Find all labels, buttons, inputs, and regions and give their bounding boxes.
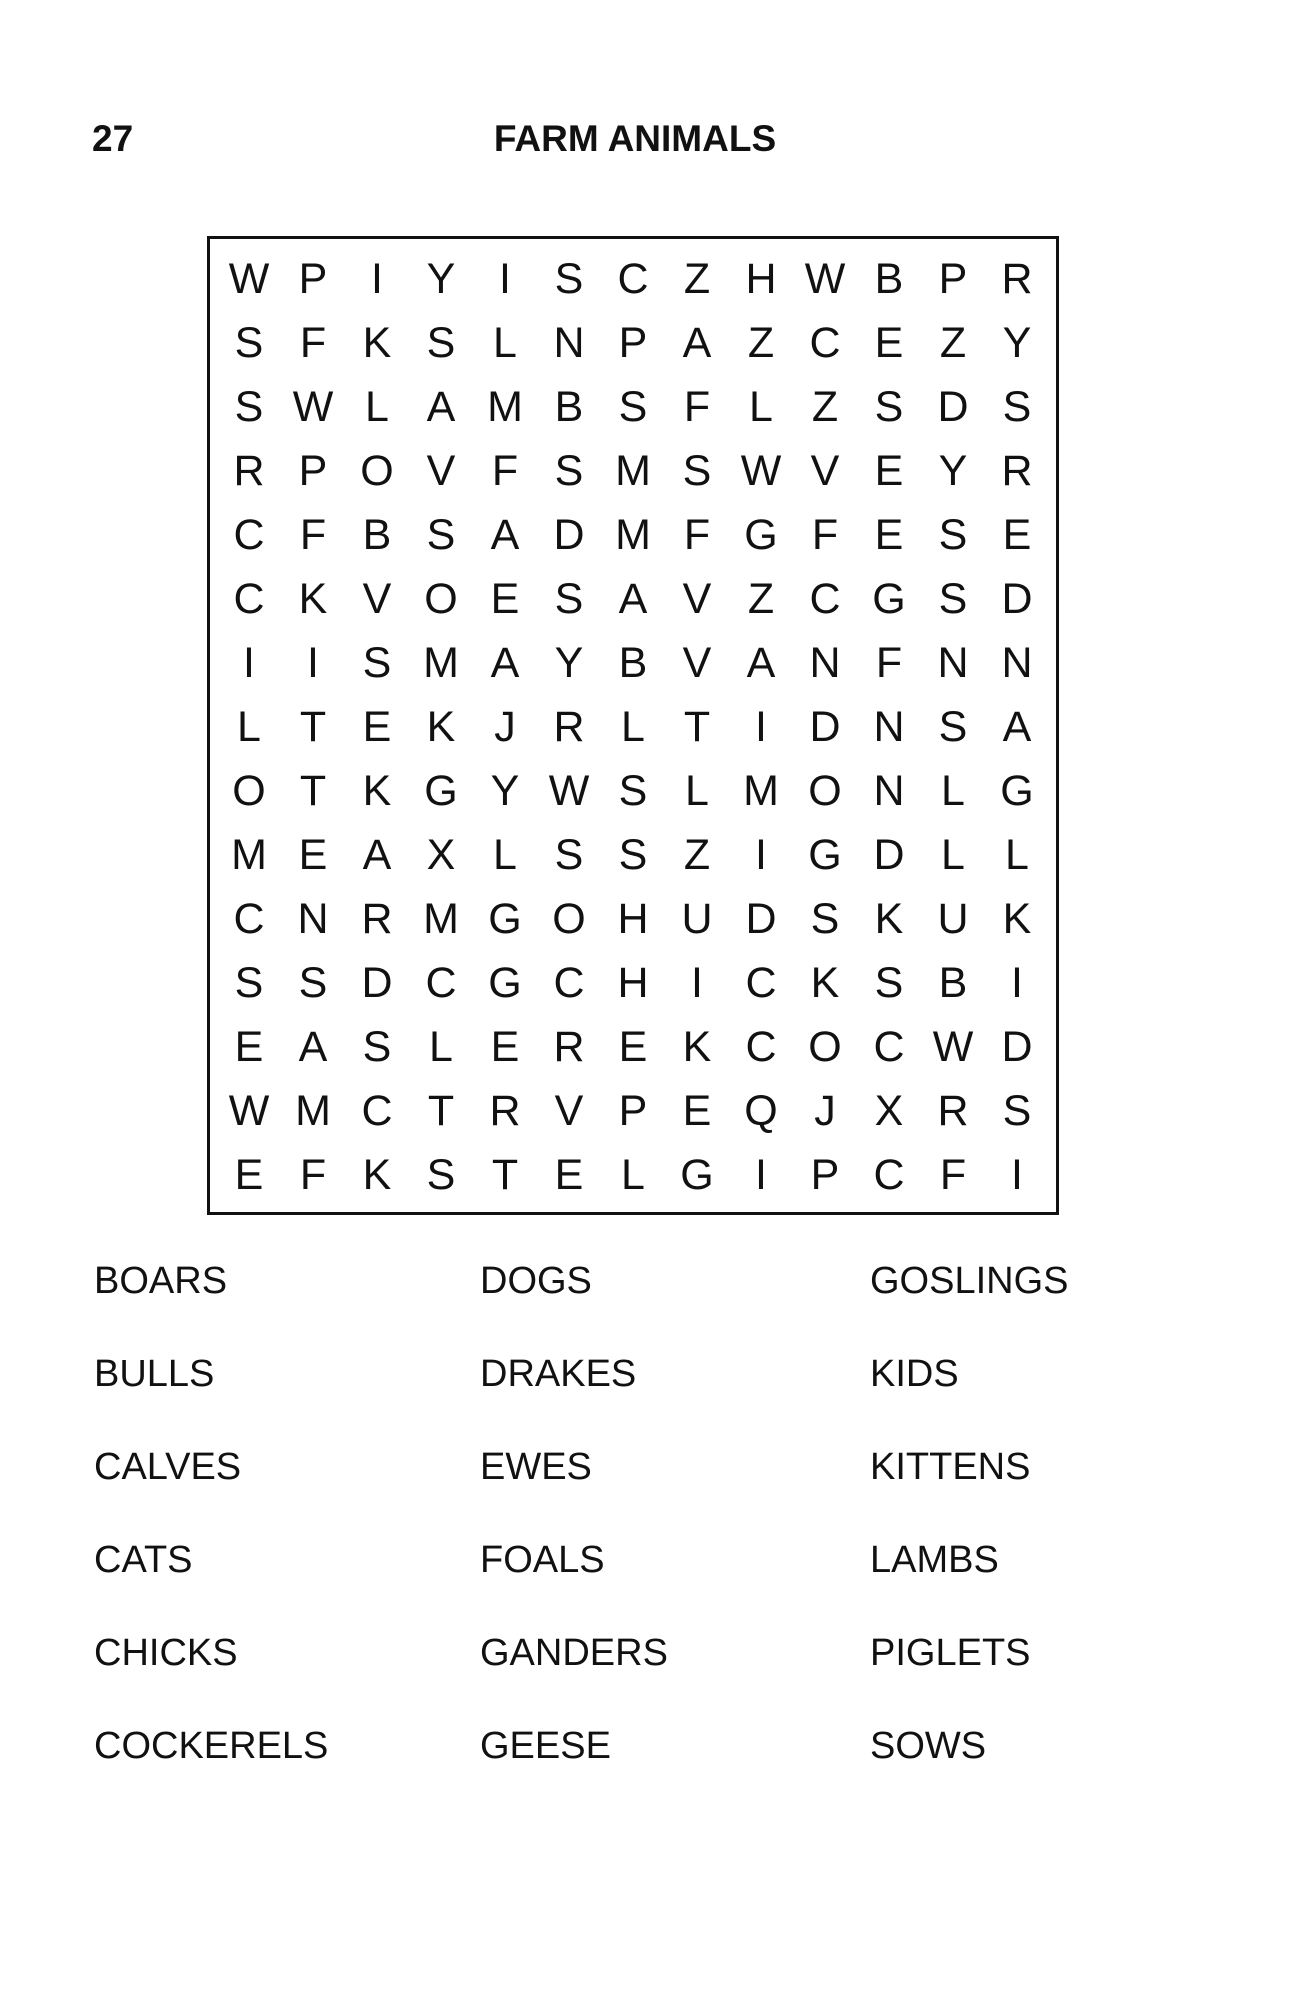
grid-letter[interactable]: O [360,446,394,495]
grid-letter[interactable]: V [810,446,840,495]
grid-letter[interactable]: S [618,382,648,431]
grid-letter[interactable]: M [615,510,651,559]
grid-letter[interactable]: N [297,894,329,943]
grid-letter[interactable]: F [811,510,839,559]
grid-letter[interactable]: M [295,1086,331,1135]
grid-letter[interactable]: Y [554,638,584,687]
grid-letter[interactable]: K [362,1150,392,1199]
word-list-item: BOARS [94,1260,228,1302]
grid-letter[interactable]: R [1001,446,1033,495]
word-list-item: LAMBS [870,1539,999,1581]
grid-letter[interactable]: W [228,254,270,303]
grid-letter[interactable]: R [937,1086,969,1135]
grid-letter[interactable]: D [1001,1022,1033,1071]
grid-letter[interactable]: T [427,1086,455,1135]
grid-letter[interactable]: T [299,702,327,751]
grid-letter[interactable]: F [299,510,327,559]
grid-letter[interactable]: O [808,766,842,815]
grid-letter[interactable]: P [938,254,968,303]
grid-letter[interactable]: S [554,254,584,303]
grid-letter[interactable]: C [873,1022,905,1071]
grid-letter[interactable]: C [233,574,265,623]
puzzle-grid-border [207,236,1059,1215]
grid-letter[interactable]: E [1002,510,1032,559]
grid-letter[interactable]: Y [426,254,456,303]
grid-letter[interactable]: L [749,382,773,431]
grid-letter[interactable]: G [488,958,522,1007]
grid-letter[interactable]: Y [490,766,520,815]
grid-letter[interactable]: N [553,318,585,367]
grid-letter[interactable]: Z [811,382,839,431]
grid-letter[interactable]: F [491,446,519,495]
grid-letter[interactable]: K [426,702,456,751]
word-list-item: COCKERELS [94,1725,329,1767]
grid-letter[interactable]: J [494,702,516,751]
grid-letter[interactable]: I [371,254,383,303]
grid-letter[interactable]: L [685,766,709,815]
grid-letter[interactable]: X [874,1086,904,1135]
grid-letter[interactable]: V [682,638,712,687]
grid-letter[interactable]: K [874,894,904,943]
grid-letter[interactable]: E [874,318,904,367]
grid-letter[interactable]: S [298,958,328,1007]
grid-letter[interactable]: N [1001,638,1033,687]
grid-letter[interactable]: L [237,702,261,751]
grid-letter[interactable]: E [362,702,392,751]
grid-letter[interactable]: C [809,574,841,623]
grid-letter[interactable]: P [618,1086,648,1135]
grid-letter[interactable]: A [490,510,520,559]
grid-letter[interactable]: F [299,318,327,367]
page-number: 27 [92,118,134,159]
grid-letter[interactable]: K [362,766,392,815]
grid-letter[interactable]: S [426,510,456,559]
grid-letter[interactable]: C [809,318,841,367]
grid-letter[interactable]: M [487,382,523,431]
grid-letter[interactable]: Y [1002,318,1032,367]
word-list-item: CHICKS [94,1632,238,1674]
page-title: FARM ANIMALS [493,118,777,159]
grid-letter[interactable]: R [361,894,393,943]
grid-letter[interactable]: M [423,638,459,687]
grid-letter[interactable]: S [362,1022,392,1071]
grid-letter[interactable]: T [491,1150,519,1199]
grid-letter[interactable]: S [554,446,584,495]
grid-letter[interactable]: G [872,574,906,623]
grid-letter[interactable]: S [554,830,584,879]
grid-letter[interactable]: C [617,254,649,303]
grid-letter[interactable]: N [937,638,969,687]
grid-letter[interactable]: F [683,382,711,431]
grid-letter[interactable]: S [618,830,648,879]
grid-letter[interactable]: I [1011,958,1023,1007]
grid-letter[interactable]: P [618,318,648,367]
grid-letter[interactable]: X [426,830,456,879]
grid-letter[interactable]: R [233,446,265,495]
word-list-item: PIGLETS [870,1632,1031,1674]
grid-letter[interactable]: D [1001,574,1033,623]
grid-letter[interactable]: C [745,958,777,1007]
grid-letter[interactable]: C [873,1150,905,1199]
grid-letter[interactable]: I [243,638,255,687]
grid-letter[interactable]: O [424,574,458,623]
grid-letter[interactable]: S [1002,1086,1032,1135]
grid-letter[interactable]: S [938,510,968,559]
word-list-item: GOSLINGS [870,1260,1069,1302]
grid-letter[interactable]: P [810,1150,840,1199]
grid-letter[interactable]: S [874,958,904,1007]
grid-letter[interactable]: N [873,702,905,751]
grid-letter[interactable]: H [617,958,649,1007]
grid-letter[interactable]: N [873,766,905,815]
grid-letter[interactable]: F [683,510,711,559]
grid-letter[interactable]: J [814,1086,836,1135]
grid-letter[interactable]: G [424,766,458,815]
word-list-item: FOALS [480,1539,605,1581]
grid-letter[interactable]: C [361,1086,393,1135]
grid-letter[interactable]: L [493,830,517,879]
grid-letter[interactable]: W [740,446,782,495]
grid-letter[interactable]: Z [747,574,775,623]
grid-letter[interactable]: D [873,830,905,879]
grid-letter[interactable]: Q [744,1086,778,1135]
grid-letter[interactable]: W [804,254,846,303]
word-list-item: BULLS [94,1353,215,1395]
word-list-item: DOGS [480,1260,592,1302]
grid-letter[interactable]: S [682,446,712,495]
grid-letter[interactable]: G [488,894,522,943]
grid-letter[interactable]: M [423,894,459,943]
grid-letter[interactable]: T [299,766,327,815]
grid-letter[interactable]: A [490,638,520,687]
grid-letter[interactable]: E [234,1022,264,1071]
grid-letter[interactable]: D [809,702,841,751]
grid-letter[interactable]: Z [939,318,967,367]
grid-letter[interactable]: D [937,382,969,431]
grid-letter[interactable]: R [553,1022,585,1071]
grid-letter[interactable]: S [1002,382,1032,431]
grid-letter[interactable]: S [234,382,264,431]
grid-letter[interactable]: I [755,1150,767,1199]
grid-letter[interactable]: D [553,510,585,559]
grid-letter[interactable]: F [299,1150,327,1199]
grid-letter[interactable]: A [682,318,712,367]
grid-letter[interactable]: P [298,254,328,303]
grid-letter[interactable]: L [493,318,517,367]
grid-letter[interactable]: R [1001,254,1033,303]
grid-letter[interactable]: S [938,702,968,751]
grid-letter[interactable]: V [682,574,712,623]
word-list-item: EWES [480,1446,592,1488]
grid-letter[interactable]: K [362,318,392,367]
grid-letter[interactable]: M [743,766,779,815]
grid-letter[interactable]: H [745,254,777,303]
grid-letter[interactable]: I [691,958,703,1007]
grid-letter[interactable]: L [941,830,965,879]
grid-letter[interactable]: S [234,958,264,1007]
grid-letter[interactable]: V [426,446,456,495]
grid-letter[interactable]: I [755,702,767,751]
grid-letter[interactable]: L [941,766,965,815]
grid-letter[interactable]: S [234,318,264,367]
grid-letter[interactable]: B [938,958,968,1007]
grid-letter[interactable]: C [233,894,265,943]
grid-letter[interactable]: G [808,830,842,879]
grid-letter[interactable]: L [429,1022,453,1071]
grid-letter[interactable]: K [810,958,840,1007]
grid-letter[interactable]: U [937,894,969,943]
grid-letter[interactable]: L [1005,830,1029,879]
grid-letter[interactable]: B [362,510,392,559]
grid-letter[interactable]: S [810,894,840,943]
word-list-item: CALVES [94,1446,242,1488]
grid-letter[interactable]: O [552,894,586,943]
grid-letter[interactable]: P [298,446,328,495]
grid-letter[interactable]: E [234,1150,264,1199]
grid-letter[interactable]: L [621,702,645,751]
grid-letter[interactable]: G [744,510,778,559]
grid-letter[interactable]: E [874,510,904,559]
grid-letter[interactable]: E [490,1022,520,1071]
grid-letter[interactable]: S [938,574,968,623]
grid-letter[interactable]: M [615,446,651,495]
puzzle-grid [217,247,1049,1207]
grid-letter[interactable]: L [365,382,389,431]
grid-letter[interactable]: H [617,894,649,943]
grid-letter[interactable]: R [489,1086,521,1135]
grid-letter[interactable]: W [548,766,590,815]
word-list-item: KIDS [870,1353,959,1395]
grid-letter[interactable]: Y [938,446,968,495]
grid-letter[interactable]: G [680,1150,714,1199]
grid-letter[interactable]: E [618,1022,648,1071]
grid-letter[interactable]: S [426,318,456,367]
grid-letter[interactable]: A [1002,702,1032,751]
grid-letter[interactable]: I [307,638,319,687]
grid-letter[interactable]: K [1002,894,1032,943]
grid-letter[interactable]: D [745,894,777,943]
grid-letter[interactable]: C [233,510,265,559]
word-list-item: GANDERS [480,1632,668,1674]
grid-letter[interactable]: W [228,1086,270,1135]
grid-letter[interactable]: C [425,958,457,1007]
grid-letter[interactable]: F [875,638,903,687]
grid-letter[interactable]: Z [747,318,775,367]
grid-letter[interactable]: V [554,1086,584,1135]
grid-letter[interactable]: B [874,254,904,303]
grid-letter[interactable]: E [682,1086,712,1135]
grid-letter[interactable]: T [683,702,711,751]
grid-letter[interactable]: K [298,574,328,623]
grid-letter[interactable]: F [939,1150,967,1199]
word-list-item: DRAKES [480,1353,637,1395]
grid-letter[interactable]: B [618,638,648,687]
grid-letter[interactable]: O [232,766,266,815]
grid-letter[interactable]: C [745,1022,777,1071]
grid-letter[interactable]: S [554,574,584,623]
grid-letter[interactable]: S [426,1150,456,1199]
grid-letter[interactable]: A [298,1022,328,1071]
grid-letter[interactable]: S [362,638,392,687]
word-list-item: KITTENS [870,1446,1031,1488]
grid-letter[interactable]: E [874,446,904,495]
grid-letter[interactable]: W [932,1022,974,1071]
word-list-item: CATS [94,1539,193,1581]
grid-letter[interactable]: A [362,830,392,879]
grid-letter[interactable]: G [1000,766,1034,815]
word-list [94,1262,1194,1822]
grid-letter[interactable]: B [554,382,584,431]
grid-letter[interactable]: E [554,1150,584,1199]
grid-letter[interactable]: I [1011,1150,1023,1199]
grid-letter[interactable]: I [755,830,767,879]
grid-letter[interactable]: O [808,1022,842,1071]
grid-letter[interactable]: M [231,830,267,879]
grid-letter[interactable]: A [746,638,776,687]
grid-letter[interactable]: L [621,1150,645,1199]
word-list-item: SOWS [870,1725,987,1767]
grid-letter[interactable]: E [490,574,520,623]
grid-letter[interactable]: S [618,766,648,815]
grid-letter[interactable]: E [298,830,328,879]
word-list-item: GEESE [480,1725,611,1767]
grid-letter[interactable]: D [361,958,393,1007]
grid-letter[interactable]: A [426,382,456,431]
grid-letter[interactable]: U [681,894,713,943]
grid-letter[interactable]: A [618,574,648,623]
grid-letter[interactable]: Z [683,254,711,303]
grid-letter[interactable]: K [682,1022,712,1071]
grid-letter[interactable]: Z [683,830,711,879]
grid-letter[interactable]: R [553,702,585,751]
grid-letter[interactable]: S [874,382,904,431]
grid-letter[interactable]: V [362,574,392,623]
grid-letter[interactable]: W [292,382,334,431]
grid-letter[interactable]: N [809,638,841,687]
grid-letter[interactable]: I [499,254,511,303]
grid-letter[interactable]: C [553,958,585,1007]
